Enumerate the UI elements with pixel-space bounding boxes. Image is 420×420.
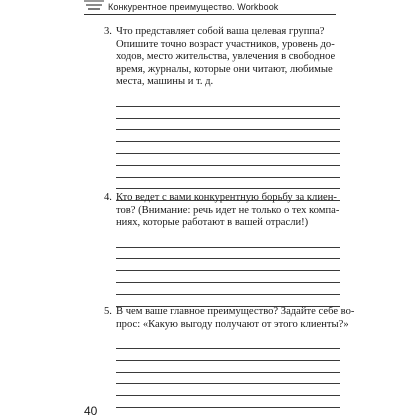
question-text — [116, 306, 354, 331]
header-decoration-icon — [84, 0, 104, 14]
answer-line[interactable] — [116, 119, 340, 131]
answer-line[interactable] — [116, 295, 340, 307]
answer-line[interactable] — [116, 130, 340, 142]
page-number: 40 — [84, 404, 98, 418]
answer-line[interactable] — [116, 236, 340, 248]
answer-line[interactable] — [116, 95, 340, 107]
question-4 — [104, 192, 340, 307]
answer-line[interactable] — [116, 384, 340, 396]
answer-line[interactable] — [116, 349, 340, 361]
header-divider — [84, 14, 336, 15]
question-text-line: время, журналы, которые они читают, любимые — [116, 63, 333, 75]
question-text-line: Опишите точно возраст участников, уровень до- — [116, 38, 335, 50]
answer-line[interactable] — [116, 373, 340, 385]
question-text — [116, 26, 340, 89]
answer-area[interactable] — [116, 337, 340, 408]
question-text-line: места, машины и т. д. — [116, 76, 214, 88]
answer-line[interactable] — [116, 154, 340, 166]
question-number: 4. — [104, 192, 112, 203]
answer-line[interactable] — [116, 283, 340, 295]
answer-line[interactable] — [116, 396, 340, 408]
answer-area[interactable] — [116, 236, 340, 307]
answer-line[interactable] — [116, 248, 340, 260]
answer-line[interactable] — [116, 361, 340, 373]
running-header-title: Конкурентное преимущество. Workbook — [108, 2, 279, 12]
question-number: 3. — [104, 26, 112, 37]
question-text-line: В чем ваше главное преимущество? Задайте себе во- — [116, 306, 355, 317]
answer-line[interactable] — [116, 178, 340, 190]
question-text-line: ниях, которые работают в вашей отрасли!) — [116, 217, 309, 229]
answer-line[interactable] — [116, 259, 340, 271]
question-3 — [104, 26, 340, 201]
answer-area[interactable] — [116, 95, 340, 201]
question-text-line: тов? (Внимание: речь идет не только о тех компа- — [116, 204, 340, 216]
answer-line[interactable] — [116, 337, 340, 349]
question-text-line: Кто ведет с вами конкурентную борьбу за клиен- — [116, 192, 337, 203]
answer-line[interactable] — [116, 107, 340, 119]
question-5 — [104, 306, 355, 408]
question-text-line: ходов, место жительства, увлечения в свободное — [116, 51, 336, 63]
question-number: 5. — [104, 306, 112, 317]
question-text-line: прос: «Какую выгоду получают от этого клиенты?» — [116, 318, 349, 330]
question-text — [116, 192, 340, 230]
answer-line[interactable] — [116, 166, 340, 178]
answer-line[interactable] — [116, 142, 340, 154]
answer-line[interactable] — [116, 271, 340, 283]
question-text-line: Что представляет собой ваша целевая группа? — [116, 26, 325, 37]
